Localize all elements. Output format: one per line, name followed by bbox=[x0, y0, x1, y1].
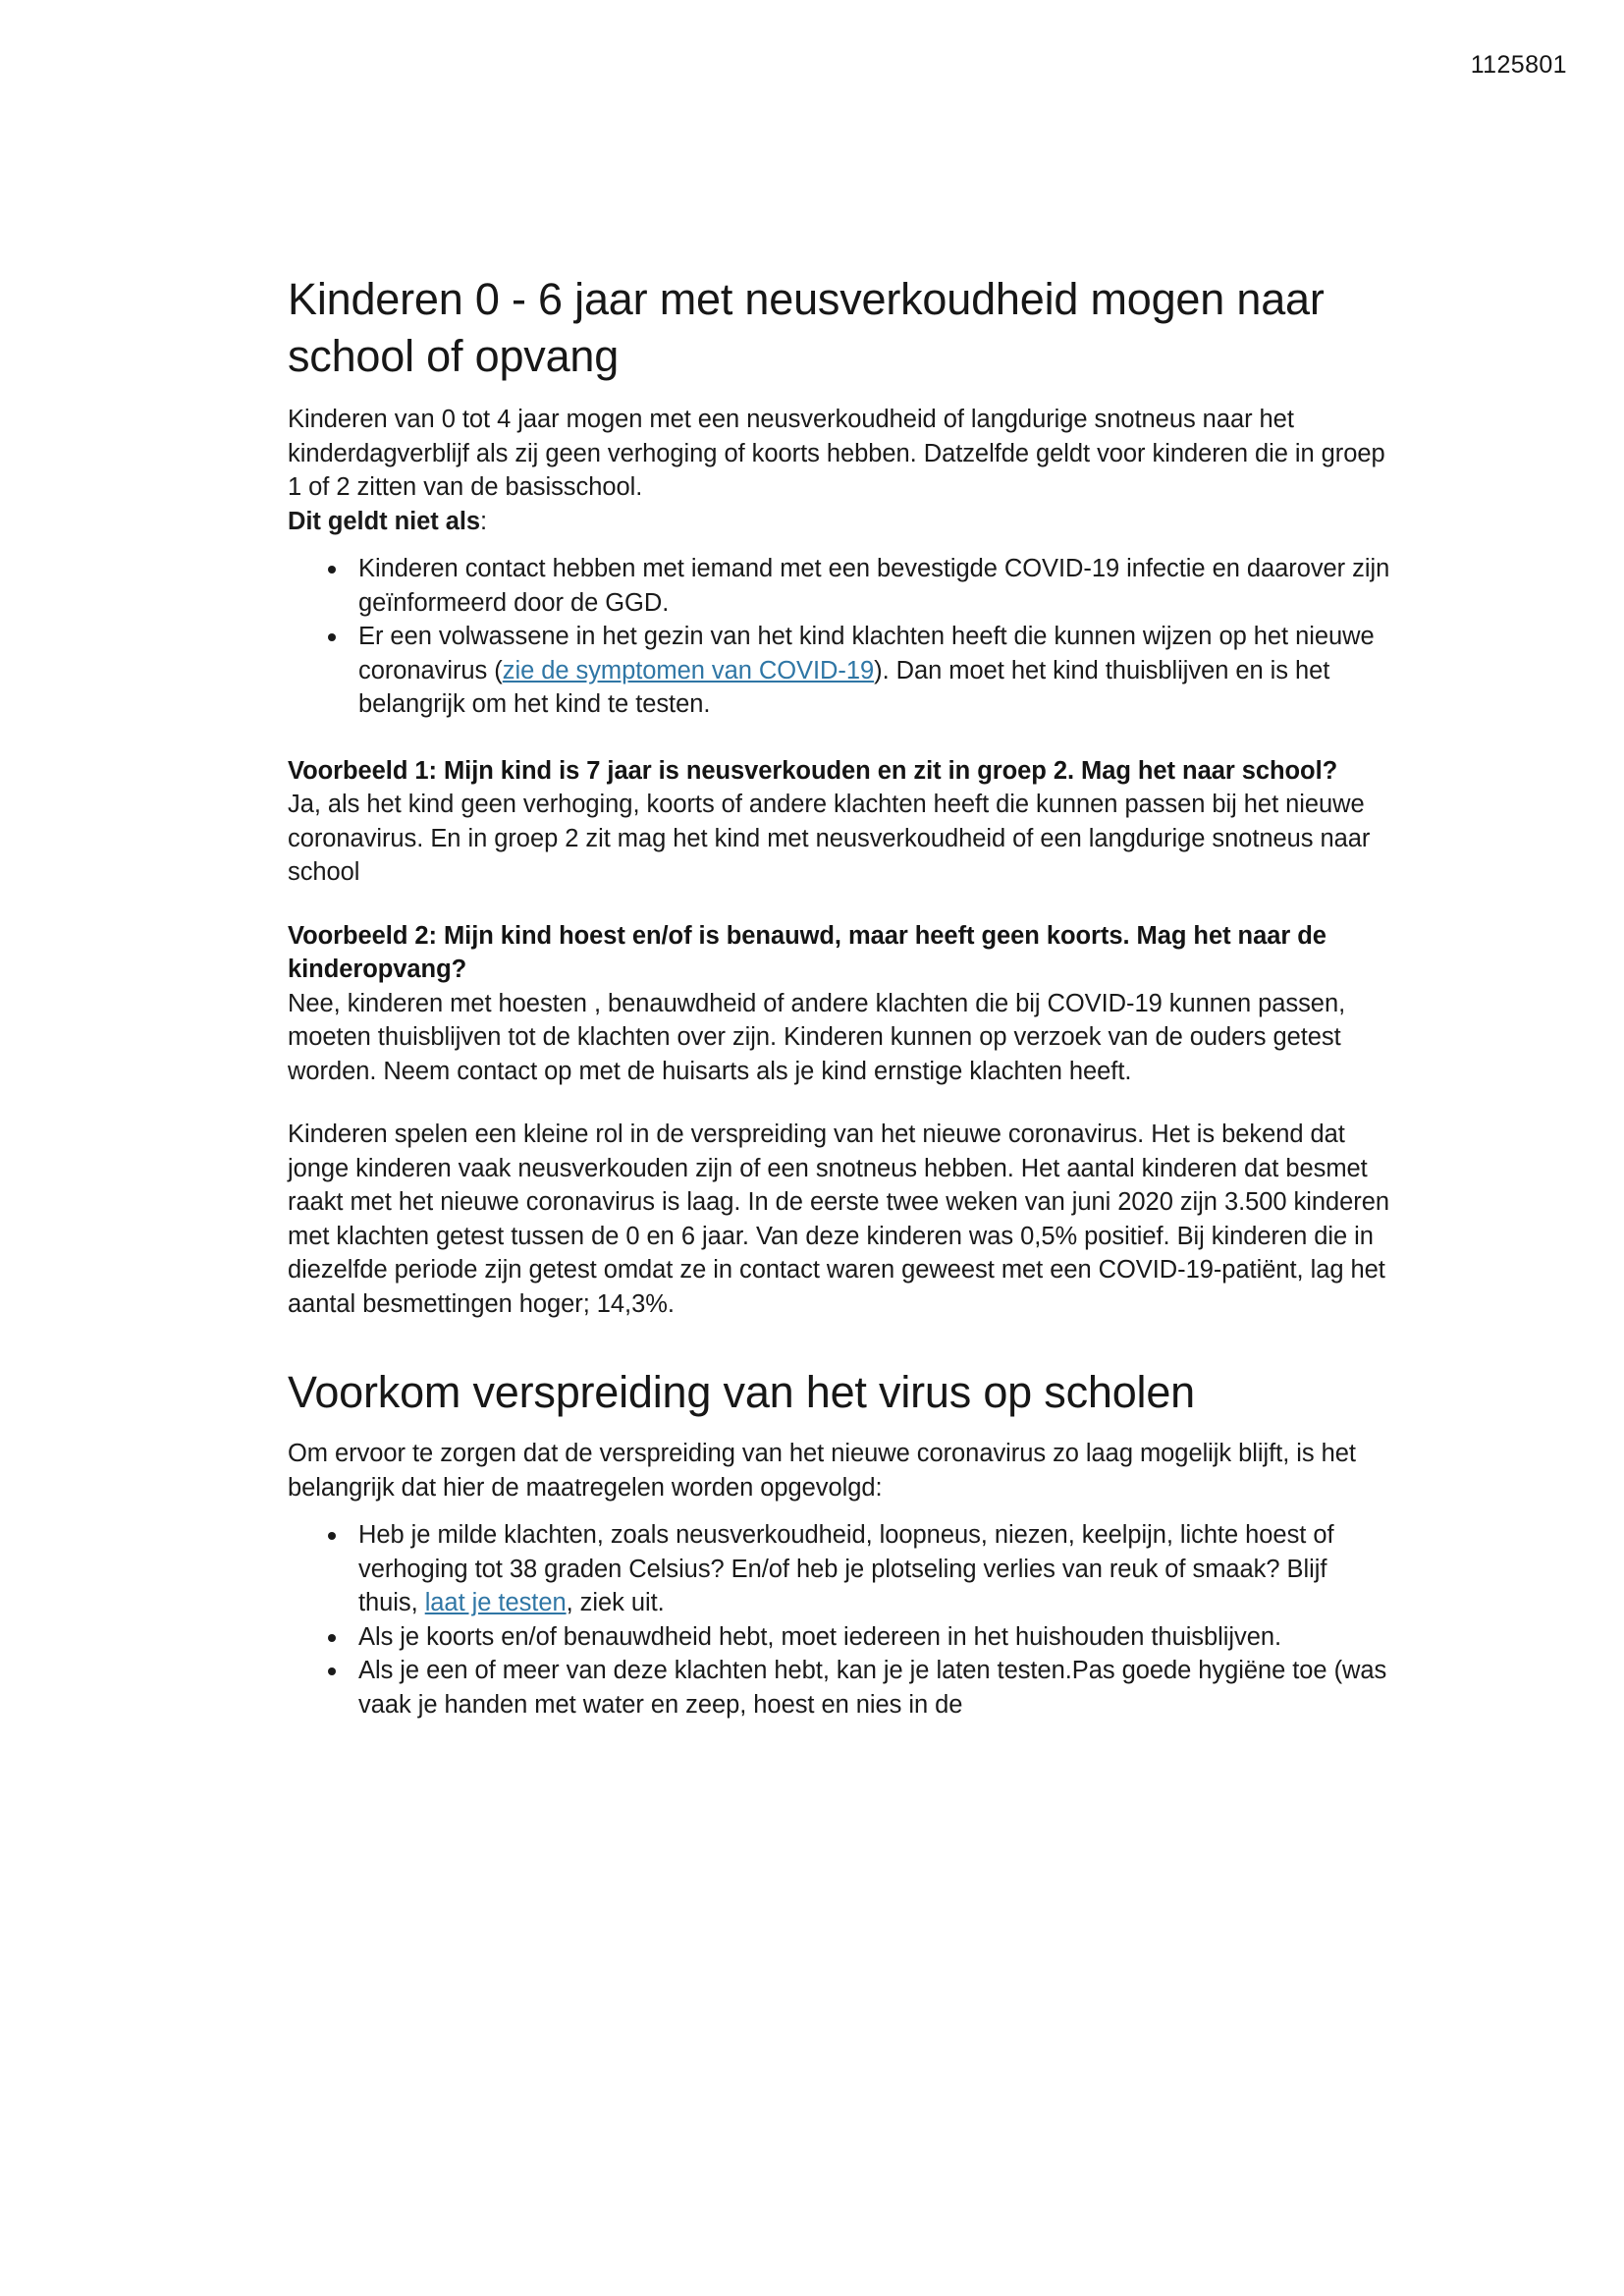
list-item bbox=[288, 1654, 1392, 1722]
section-1-title: Kinderen 0 - 6 jaar met neusverkoudheid mogen naar school of opvang bbox=[288, 274, 1325, 381]
example-1-answer: Ja, als het kind geen verhoging, koorts of andere klachten heeft die kunnen passen bij het nieuwe coronavirus. En in groep 2 zit mag het kind met neusverkoudheid of een langdurige snotneus naar school bbox=[288, 791, 1371, 886]
statistics-paragraph: Kinderen spelen een kleine rol in de verspreiding van het nieuwe coronavirus. Het is bekend dat jonge kinderen vaak neusverkouden zijn of een snotneus hebben. Het aantal kinderen dat besmet raakt met het nieuwe coronavirus is laag. In de eerste twee weken van juni 2020 zijn 3.500 kinderen met klachten getest tussen de 0 en 6 jaar. Van deze kinderen was 0,5% positief. Bij kinderen die in diezelfde periode zijn getest omdat ze in contact waren geweest met een COVID-19-patiënt, lag het aantal besmettingen hoger; 14,3%. bbox=[288, 1121, 1389, 1318]
spacer bbox=[288, 722, 1392, 754]
list-item-text-pre: Er een volwassene in het gezin van het kind klachten heeft die kunnen wijzen op het nieuwe coronavirus ( bbox=[358, 623, 1375, 684]
bullet-dot-icon bbox=[328, 566, 336, 574]
spacer bbox=[288, 890, 1392, 919]
section-1-intro-bold-tail: : bbox=[480, 507, 488, 535]
bullet-dot-icon bbox=[328, 1532, 336, 1540]
section-1-intro-bold-lead: Dit geldt niet als bbox=[288, 507, 481, 535]
example-2-heading: Voorbeeld 2: Mijn kind hoest en/of is benauwd, maar heeft geen koorts. Mag het naar de kinderopvang? bbox=[288, 921, 1326, 983]
link-covid-symptoms[interactable]: zie de symptomen van COVID-19 bbox=[502, 656, 875, 684]
document-header-number: 1125801 bbox=[1470, 51, 1567, 79]
bullet-dot-icon bbox=[328, 1667, 336, 1675]
section-1-bullet-list bbox=[288, 552, 1392, 722]
bullet-dot-icon bbox=[328, 1634, 336, 1642]
list-item-text-post: , ziek uit. bbox=[566, 1589, 665, 1616]
spacer bbox=[288, 1088, 1392, 1118]
list-item-text: Kinderen contact hebben met iemand met een bevestigde COVID-19 infectie en daarover zijn geïnformeerd door de GGD. bbox=[358, 555, 1390, 617]
list-item-text: Als je een of meer van deze klachten hebt, kan je je laten testen.Pas goede hygiëne toe (was vaak je handen met water en zeep, hoest en nies in de bbox=[358, 1657, 1387, 1719]
example-1-heading: Voorbeeld 1: Mijn kind is 7 jaar is neusverkouden en zit in groep 2. Mag het naar school? bbox=[288, 756, 1338, 785]
link-get-tested[interactable]: laat je testen bbox=[424, 1589, 567, 1616]
section-2-intro-paragraph: Om ervoor te zorgen dat de verspreiding van het nieuwe coronavirus zo laag mogelijk blijft, is het belangrijk dat hier de maatregelen worden opgevolgd: bbox=[288, 1440, 1356, 1502]
list-item bbox=[288, 552, 1392, 620]
list-item-text-pre: Heb je milde klachten, zoals neusverkoudheid, loopneus, niezen, keelpijn, lichte hoest of verhoging tot 38 graden Celsius? En/of heb je plotseling verlies van reuk of smaak? Blijf thuis, bbox=[358, 1521, 1334, 1616]
section-1-intro-paragraph bbox=[288, 403, 1392, 538]
list-item-text: Als je koorts en/of benauwdheid hebt, moet iedereen in het huishouden thuisblijven. bbox=[358, 1622, 1281, 1651]
list-item bbox=[288, 1518, 1392, 1620]
document-content bbox=[288, 271, 1392, 1722]
section-2-bullet-list bbox=[288, 1518, 1392, 1722]
list-item bbox=[288, 1620, 1392, 1655]
section-1-intro-text: Kinderen van 0 tot 4 jaar mogen met een neusverkoudheid of langdurige snotneus naar het kinderdagverblijf als zij geen verhoging of koorts hebben. Datzelfde geldt voor kinderen die in groep 1 of 2 zitten van de basisschool. bbox=[288, 406, 1385, 501]
example-2-answer: Nee, kinderen met hoesten , benauwdheid of andere klachten die bij COVID-19 kunnen passen, moeten thuisblijven tot de klachten over zijn. Kinderen kunnen op verzoek van de ouders getest worden. Neem contact op met de huisarts als je kind ernstige klachten heeft. bbox=[288, 989, 1346, 1085]
list-item-text-post: ). Dan moet het kind thuisblijven en is het belangrijk om het kind te testen. bbox=[358, 656, 1330, 718]
list-item bbox=[288, 620, 1392, 722]
section-2-title: Voorkom verspreiding van het virus op scholen bbox=[288, 1367, 1196, 1417]
bullet-dot-icon bbox=[328, 633, 336, 641]
